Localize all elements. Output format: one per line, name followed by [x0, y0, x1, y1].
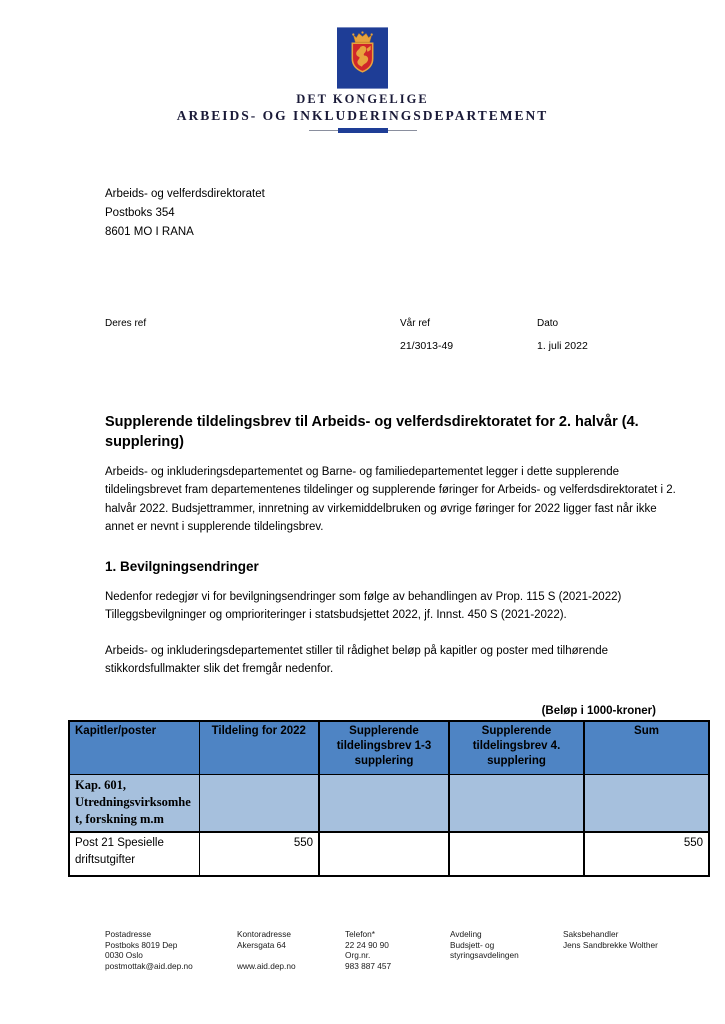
var-ref-label: Vår ref [400, 318, 431, 329]
budget-table-section [68, 705, 708, 877]
cell-kap601-tildeling [199, 775, 319, 833]
footer-kontoradresse [237, 929, 345, 971]
deres-ref-label: Deres ref [105, 318, 147, 329]
footer-kontoradresse-line3 [237, 950, 345, 961]
footer-postadresse-line3: 0030 Oslo [105, 950, 143, 960]
header-supplerende-4: Supplerende tildelingsbrev 4. supplering [449, 721, 584, 775]
header-sum: Sum [584, 721, 709, 775]
date-column [537, 318, 588, 352]
date-value: 1. juli 2022 [537, 340, 588, 352]
cell-post21-sum: 550 [584, 832, 709, 876]
section1-heading: 1. Bevilgningsendringer [105, 559, 259, 575]
var-ref-column [400, 318, 453, 352]
recipient-address [105, 185, 265, 242]
footer-telefon-number: 22 24 90 90 [345, 939, 389, 950]
cell-kap601-sum [584, 775, 709, 833]
recipient-city: 8601 MO I RANA [105, 226, 194, 238]
intro-paragraph: Arbeids- og inkluderingsdepartementet og Barne- og familiedepartementet legger i dette supplerende tildelingsbrevet fram departementenes tildelinger og supplerende føringer for Arbeids- og velferdsdirektoratet i 2. halvår 2022. Budsjettrammer, innretning av virkemiddelbruken og øvrige føringer for 2022 ligger fast når ikke annet er nevnt i supplerende tildelingsbrev. [105, 466, 676, 533]
footer-website: www.aid.dep.no [237, 960, 296, 971]
footer-email: postmottak@aid.dep.no [105, 960, 193, 971]
letterhead-line1: DET KONGELIGE [296, 92, 429, 106]
letterhead-line2: ARBEIDS- OG INKLUDERINGSDEPARTEMENT [176, 108, 549, 123]
footer-orgnr-label: Org.nr. [345, 950, 371, 960]
footer-saksbehandler [563, 929, 663, 971]
recipient-postbox: Postboks 354 [105, 207, 175, 219]
footer-postadresse [105, 929, 237, 971]
footer-telefon-label: Telefon* [345, 929, 375, 939]
header-kapitler-poster: Kapitler/poster [69, 721, 199, 775]
table-row-post21 [69, 832, 709, 876]
table-header-row [69, 721, 709, 775]
footer-avdeling [450, 929, 563, 971]
footer-saksbehandler-label: Saksbehandler [563, 929, 619, 939]
header-tildeling-2022: Tildeling for 2022 [199, 721, 319, 775]
cell-post21-suppl4 [449, 832, 584, 876]
footer-avdeling-label: Avdeling [450, 929, 482, 939]
letter-body [105, 412, 677, 695]
letterhead-divider [309, 128, 417, 134]
footer-avdeling-value: Budsjett- og styringsavdelingen [450, 939, 519, 960]
letter-title: Supplerende tildelingsbrev til Arbeids- og velferdsdirektoratet for 2. halvår (4. supplering) [105, 414, 639, 450]
budget-table [68, 720, 710, 877]
footer-postadresse-label: Postadresse [105, 929, 152, 939]
deres-ref-column [105, 318, 146, 329]
footer-orgnr-value: 983 887 457 [345, 960, 392, 971]
reference-block [105, 318, 665, 358]
table-caption: (Beløp i 1000-kroner) [541, 705, 656, 717]
section1-paragraph2: Arbeids- og inkluderingsdepartementet stiller til rådighet beløp på kapitler og poster med tilhørende stikkordsfullmakter slik det fremgår nedenfor. [105, 644, 609, 676]
cell-post21-suppl13 [319, 832, 449, 876]
cell-kap601-suppl13 [319, 775, 449, 833]
header-supplerende-1-3: Supplerende tildelingsbrev 1-3 supplering [319, 721, 449, 775]
footer-postadresse-line2: Postboks 8019 Dep [105, 939, 178, 950]
cell-post21-tildeling: 550 [199, 832, 319, 876]
letterhead [0, 27, 725, 134]
cell-kap601-suppl4 [449, 775, 584, 833]
letter-footer [105, 929, 663, 971]
footer-kontoradresse-label: Kontoradresse [237, 929, 291, 939]
date-label: Dato [537, 318, 559, 329]
footer-telefon [345, 929, 450, 971]
cell-post21-label: Post 21 Spesielle driftsutgifter [69, 832, 199, 876]
footer-kontoradresse-line2: Akersgata 64 [237, 939, 286, 950]
recipient-name: Arbeids- og velferdsdirektoratet [105, 188, 265, 200]
table-row-kap601 [69, 775, 709, 833]
section1-paragraph1: Nedenfor redegjør vi for bevilgningsendringer som følge av behandlingen av Prop. 115 S (2021-2022) Tilleggsbevilgninger og omprioriteringer i statsbudsjettet 2022, jf. Innst. 450 S (2021-2022). [105, 591, 622, 622]
cell-kap601-label: Kap. 601, Utredningsvirksomhet, forskning m.m [69, 775, 199, 833]
royal-coat-of-arms-icon [337, 27, 388, 89]
footer-saksbehandler-value: Jens Sandbrekke Wolther [563, 939, 658, 950]
var-ref-value: 21/3013-49 [400, 340, 454, 352]
